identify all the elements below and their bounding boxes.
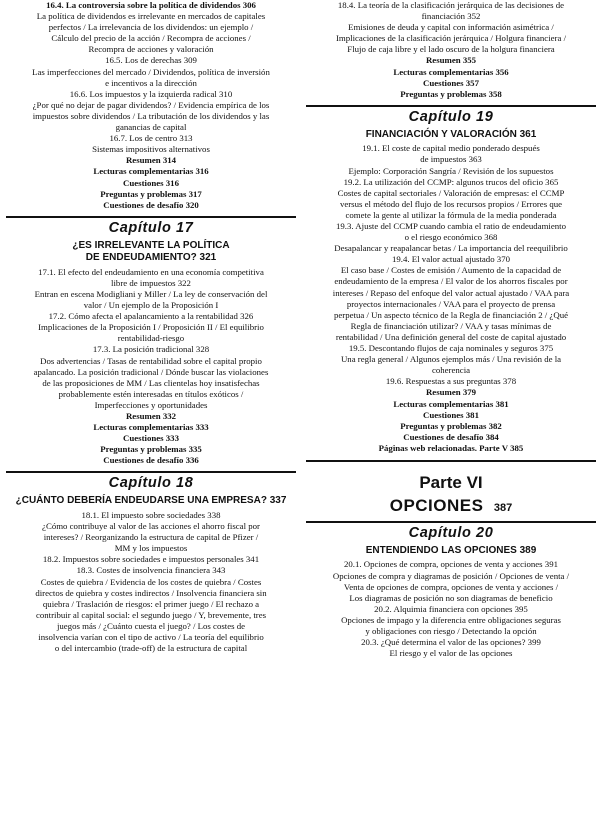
toc-entry-topics: Opciones de impago y la diferencia entre obligaciones seguras — [341, 614, 561, 625]
toc-entry-lecturas: Lecturas complementarias 333 — [93, 422, 209, 433]
toc-entry-topics: Cálculo del precio de la acción / Recompra de acciones / — [51, 33, 251, 44]
toc-entry-desafio: Cuestiones de desafío 384 — [403, 431, 499, 442]
toc-entry-section: de impuestos 363 — [420, 154, 482, 165]
toc-entry-topics: Regla de financiación utilizar? / VAA y tasas mínimas de — [350, 320, 552, 331]
toc-entry-topics: Los diagramas de posición no son diagramas de beneficio — [349, 592, 553, 603]
toc-entry-topics: insolvencia varían con el tipo de activo / La teoría del equilibrio — [38, 632, 264, 642]
chapter-17-title: ¿ES IRRELEVANTE LA POLÍTICA — [72, 239, 230, 251]
toc-entry-topics: perfectos / La irrelevancia de los dividendos: un ejemplo / — [48, 22, 254, 33]
left-column — [6, 0, 296, 654]
toc-entry-desafio: Cuestiones de desafío 320 — [103, 199, 199, 210]
toc-entry-topics: Las imperfecciones del mercado / Dividendos, política de inversión — [32, 66, 270, 77]
toc-entry-topics: Una regla general / Algunos ejemplos más / Una revisión de la — [340, 354, 562, 365]
toc-entry-resumen: Resumen 379 — [425, 387, 477, 398]
toc-entry-topics: Opciones de compra y diagramas de posición / Opciones de venta / — [332, 570, 570, 581]
toc-entry-resumen: Resumen 332 — [125, 411, 177, 421]
toc-entry-section: 16.5. Los de derechas 309 — [105, 55, 197, 66]
toc-entry-topics: rentabilidad / Una definición general del coste de capital ajustado — [335, 331, 567, 342]
toc-entry-topics: Entran en escena Modigliani y Miller / La ley de conservación del — [34, 288, 268, 299]
toc-entry-topics: probablemente estén interesadas en títulos exóticos / — [58, 388, 244, 399]
toc-entry-topics: Sistemas impositivos alternativos — [92, 144, 210, 155]
toc-entry-resumen: Resumen 355 — [425, 55, 477, 66]
toc-entry-section: libre de impuestos 322 — [111, 277, 191, 288]
toc-entry-topics: ganancias de capital — [115, 122, 187, 133]
toc-entry-section: 18.3. Costes de insolvencia financiera 343 — [76, 565, 226, 576]
chapter-20-title: ENTENDIENDO LAS OPCIONES 389 — [365, 544, 537, 556]
toc-entry-section: 20.1. Opciones de compra, opciones de venta y acciones 391 — [344, 559, 558, 570]
toc-entry-topics: Costes de capital sectoriales / Valoración de empresas: el CCMP — [337, 187, 565, 198]
toc-entry-lecturas: Lecturas complementarias 316 — [93, 166, 209, 177]
toc-entry-topics: rentabilidad-riesgo — [117, 333, 185, 344]
toc-entry-topics: Desapalancar y reapalancar betas / La importancia del reequilibrio — [334, 243, 568, 254]
toc-entry-preguntas: Preguntas y problemas 382 — [400, 420, 502, 431]
toc-entry-section: 17.2. Cómo afecta el apalancamiento a la rentabilidad 326 — [48, 311, 254, 322]
part-6-heading: Parte VI — [306, 460, 596, 494]
toc-entry-topics: ¿Cómo contribuye al valor de las acciones el ahorro fiscal por — [42, 521, 260, 532]
chapter-17-title: DE ENDEUDAMIENTO? 321 — [85, 252, 217, 264]
toc-entry-topics: y obligaciones con riesgo / Detectando la opción — [365, 626, 537, 637]
toc-entry-topics: proyectos internacionales / VAA para el proyecto de prensa — [346, 298, 556, 309]
toc-entry-topics: valor / Un ejemplo de la Proposición I — [83, 300, 219, 311]
toc-entry-topics: coherencia — [431, 365, 471, 376]
toc-entry-section: o el riesgo económico 368 — [404, 232, 498, 243]
chapter-18-heading: Capítulo 18 — [6, 471, 296, 493]
toc-entry-topics: Emisiones de deuda y capital con información asimétrica / — [348, 22, 554, 33]
toc-entry-section: 18.2. Impuestos sobre sociedades e impuestos personales 341 — [42, 554, 260, 565]
toc-entry-topics: versus el método del flujo de los recursos propios / Errores que — [339, 198, 563, 209]
toc-entry-topics: directos de quiebra y costes indirectos / Insolvencia financiera sin — [35, 587, 267, 598]
toc-entry-lecturas: Lecturas complementarias 381 — [393, 398, 509, 409]
part-6-title-page: 387 — [493, 501, 513, 514]
toc-entry-topics: ¿Por qué no dejar de pagar dividendos? / Evidencia empírica de los — [32, 99, 270, 110]
toc-entry-section: 17.3. La posición tradicional 328 — [92, 344, 210, 355]
toc-entry-section: 20.3. ¿Qué determina el valor de las opciones? 399 — [361, 637, 541, 648]
toc-entry-section: 19.4. El valor actual ajustado 370 — [392, 254, 510, 265]
toc-entry-topics: apalancado. La posición tradicional / Dónde buscar las violaciones — [33, 366, 269, 377]
toc-entry-section: 16.6. Los impuestos y la izquierda radical 310 — [69, 88, 233, 99]
toc-entry-section: 20.2. Alquimia financiera con opciones 395 — [374, 603, 528, 614]
toc-entry-section: 19.3. Ajuste del CCMP cuando cambia el ratio de endeudamiento — [335, 221, 567, 231]
toc-entry-preguntas: Preguntas y problemas 335 — [100, 444, 202, 455]
toc-entry-cuestiones: Cuestiones 357 — [423, 77, 479, 88]
toc-entry-topics: juegos más / ¿Cuánto cuesta el juego? / Los costes de — [56, 620, 246, 631]
toc-entry-topics: quiebra / Traslación de riesgos: el primer juego / El rechazo a — [42, 598, 260, 609]
part-6-title — [306, 494, 596, 520]
toc-entry-topics: Recompra de acciones y valoración — [88, 44, 214, 55]
chapter-18-title: ¿CUÁNTO DEBERÍA ENDEUDARSE UNA EMPRESA? 337 — [15, 495, 287, 507]
toc-entry-topics: El caso base / Costes de emisión / Aumento de la capacidad de — [340, 265, 562, 276]
part-6-title-text: OPCIONES — [389, 495, 484, 515]
toc-entry-topics: La política de dividendos es irrelevante en mercados de capitales — [36, 11, 266, 22]
toc-entry-topics: Imperfecciones y oportunidades — [94, 399, 208, 410]
toc-entry-section: 19.6. Respuestas a sus preguntas 378 — [385, 376, 517, 387]
toc-entry-topics: impuestos sobre dividendos / La tributación de los dividendos y las — [32, 110, 270, 121]
toc-entry-resumen: Resumen 314 — [125, 155, 177, 166]
toc-entry-topics: MM y los impuestos — [114, 543, 188, 554]
toc-entry-topics: perpetua / Un aspecto técnico de la Regla de financiación 2 / ¿Qué — [334, 309, 568, 320]
toc-entry-section: financiación 352 — [421, 11, 481, 22]
toc-entry-preguntas: Preguntas y problemas 317 — [100, 188, 202, 199]
toc-entry-topics: Flujo de caja libre y el lado oscuro de la holgura financiera — [347, 44, 555, 55]
toc-entry-topics: Implicaciones de la Proposición I / Proposición II / El equilibrio — [38, 322, 264, 333]
toc-entry-cuestiones: Cuestiones 381 — [423, 409, 479, 420]
chapter-20-heading: Capítulo 20 — [306, 521, 596, 543]
chapter-17-heading: Capítulo 17 — [6, 216, 296, 238]
toc-entry-desafio: Cuestiones de desafío 336 — [103, 455, 199, 466]
toc-entry-topics: Costes de quiebra / Evidencia de los costes de quiebra / Costes — [40, 576, 262, 587]
toc-entry-topics: Ejemplo: Corporación Sangría / Revisión de los supuestos — [348, 165, 554, 176]
toc-entry-topics: de las proposiciones de MM / Las clientelas hoy insatisfechas — [42, 377, 260, 388]
toc-entry-section: 19.5. Descontando flujos de caja nominales y seguros 375 — [348, 343, 554, 354]
toc-entry-section: 16.7. Los de centro 313 — [109, 133, 193, 144]
toc-entry-section: 18.4. La teoría de la clasificación jerárquica de las decisiones de — [337, 0, 565, 10]
toc-entry-topics: Venta de opciones de compra, opciones de venta y acciones / — [343, 581, 559, 592]
toc-entry-topics: intereses? / Reorganizando la estructura de capital de Pfizer / — [43, 532, 259, 543]
toc-entry-lecturas: Lecturas complementarias 356 — [393, 66, 509, 77]
toc-entry-topics: o del intercambio (trade-off) de la estructura de capital — [54, 643, 248, 654]
chapter-19-heading: Capítulo 19 — [306, 105, 596, 127]
toc-entry-cuestiones: Cuestiones 316 — [123, 177, 179, 188]
toc-entry-section: 16.4. La controversia sobre la política de dividendos 306 — [46, 0, 256, 10]
toc-entry-topics: Implicaciones de la clasificación jerárquica / Holgura financiera / — [335, 33, 567, 44]
toc-entry-topics: intereses / Repaso del enfoque del valor actual ajustado / VAA para — [332, 287, 570, 298]
toc-entry-topics: Dos advertencias / Tasas de rentabilidad sobre el capital propio — [40, 355, 262, 366]
toc-entry-section: 18.1. El impuesto sobre sociedades 338 — [81, 509, 221, 520]
right-column — [306, 0, 596, 659]
chapter-19-title: FINANCIACIÓN Y VALORACIÓN 361 — [365, 128, 537, 140]
toc-entry-section: 19.2. La utilización del CCMP: algunos trucos del oficio 365 — [343, 176, 559, 187]
toc-entry-section: 19.1. El coste de capital medio ponderado después — [362, 143, 540, 154]
toc-entry-topics: endeudamiento de la empresa / El valor de los ahorros fiscales por — [334, 276, 568, 287]
toc-entry-preguntas: Preguntas y problemas 358 — [400, 88, 502, 99]
toc-entry-topics: e incentivos a la dirección — [105, 77, 197, 88]
toc-entry-section: 17.1. El efecto del endeudamiento en una economía competitiva — [38, 266, 264, 277]
toc-entry-paginas-web: Páginas web relacionadas. Parte V 385 — [378, 442, 524, 453]
toc-entry-topics: contribuir al capital social: el segundo juego / Y, brevemente, tres — [35, 609, 267, 620]
toc-entry-topics: El riesgo y el valor de las opciones — [389, 648, 513, 659]
toc-entry-topics: comete la gente al utilizar la fórmula de la media ponderada — [345, 209, 557, 220]
toc-entry-cuestiones: Cuestiones 333 — [123, 433, 179, 444]
